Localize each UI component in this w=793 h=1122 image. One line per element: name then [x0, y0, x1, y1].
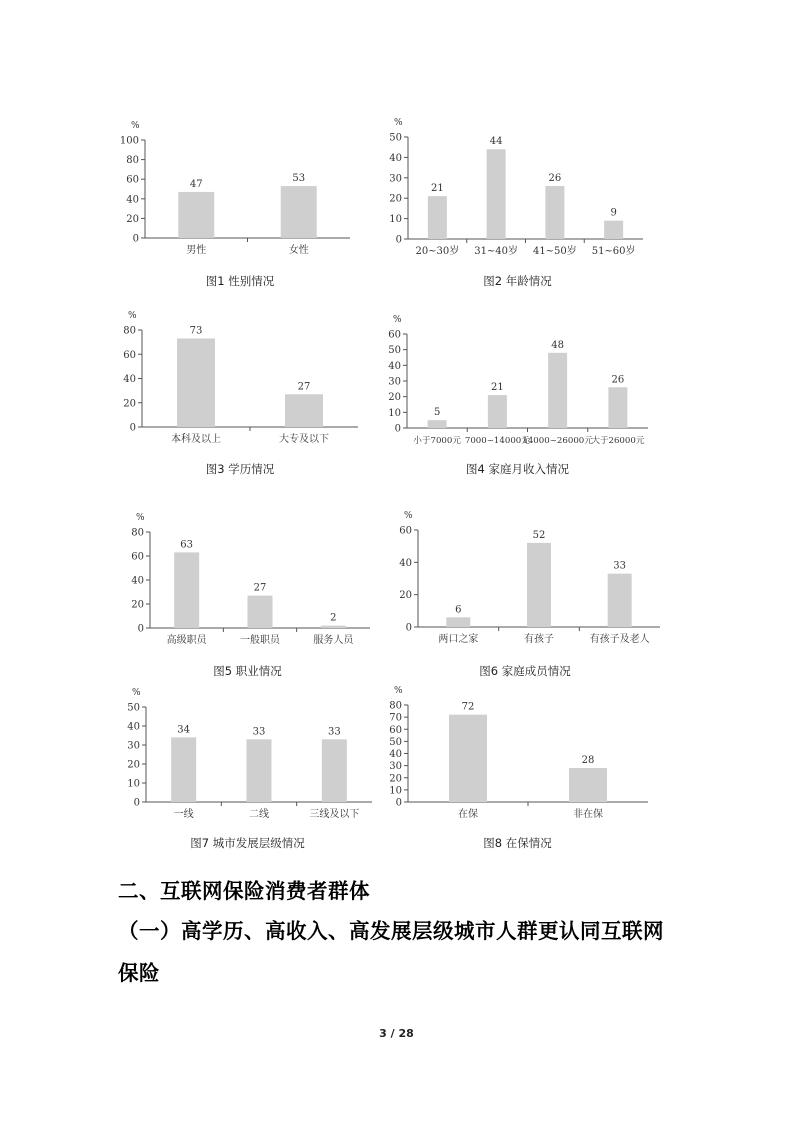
y-unit-label: % [131, 121, 140, 131]
chart-8 [385, 680, 650, 860]
bar [177, 338, 215, 427]
section-heading: 二、互联网保险消费者群体 [118, 879, 370, 903]
chart-4-svg [385, 305, 650, 446]
chart-5 [120, 510, 375, 690]
y-tick-label: 60 [389, 724, 402, 736]
bar [321, 626, 346, 628]
chart-5-svg [120, 510, 375, 646]
y-tick-label: 40 [388, 360, 401, 372]
category-label: 二线 [249, 809, 269, 820]
y-tick-label: 10 [127, 778, 140, 790]
chart-3-caption: 图3 学历情况 [205, 462, 275, 476]
y-tick-label: 30 [389, 173, 402, 185]
data-label: 2 [330, 612, 337, 624]
bar [285, 394, 323, 427]
y-tick-label: 60 [131, 551, 144, 563]
chart-4 [385, 305, 650, 485]
bar [548, 353, 567, 428]
y-unit-label: % [394, 118, 403, 128]
category-label: 31~40岁 [474, 246, 519, 257]
chart-6-svg [385, 510, 665, 645]
y-unit-label: % [132, 688, 141, 698]
category-label: 女性 [288, 245, 309, 256]
y-unit-label: % [394, 686, 403, 696]
category-label: 三线及以下 [309, 809, 360, 820]
bar [604, 221, 623, 239]
y-tick-label: 80 [123, 325, 136, 337]
y-tick-label: 0 [129, 422, 136, 434]
y-tick-label: 50 [389, 736, 402, 748]
data-label: 63 [180, 539, 194, 551]
y-tick-label: 0 [137, 623, 144, 635]
y-tick-label: 50 [389, 132, 402, 144]
y-tick-label: 40 [399, 557, 412, 569]
category-label: 7000~14000元 [464, 436, 530, 446]
y-tick-label: 0 [395, 797, 402, 809]
chart-2-svg [385, 115, 650, 257]
data-label: 48 [551, 339, 564, 351]
y-unit-label: % [128, 311, 137, 321]
chart-7-svg [120, 680, 375, 820]
category-label: 小于7000元 [413, 436, 461, 446]
page-number: 3 / 28 [379, 1027, 414, 1040]
data-label: 28 [581, 755, 595, 767]
data-label: 5 [433, 407, 441, 419]
chart-2-caption: 图2 年龄情况 [483, 274, 552, 288]
bar [322, 739, 347, 802]
bar [171, 737, 196, 802]
y-unit-label: % [136, 513, 145, 523]
y-tick-label: 10 [388, 407, 401, 419]
category-label: 大专及以下 [279, 434, 329, 445]
y-tick-label: 0 [394, 423, 401, 435]
chart-2 [385, 115, 650, 295]
category-label: 本科及以上 [171, 434, 221, 445]
y-tick-label: 80 [389, 700, 402, 712]
category-label: 有孩子 [524, 634, 554, 645]
bar [488, 395, 507, 428]
category-label: 14000~26000元 [522, 436, 593, 446]
chart-1 [120, 115, 360, 295]
data-label: 26 [611, 374, 625, 386]
subheading-line-1: （一）高学历、高收入、高发展层级城市人群更认同互联网 [118, 919, 664, 943]
y-tick-label: 20 [389, 193, 402, 205]
category-label: 男性 [186, 245, 207, 256]
category-label: 两口之家 [438, 634, 479, 645]
y-tick-label: 60 [123, 349, 136, 361]
y-tick-label: 0 [132, 233, 139, 245]
category-label: 大于26000元 [591, 436, 645, 446]
y-tick-label: 0 [395, 234, 402, 246]
category-label: 41~50岁 [532, 246, 577, 257]
y-tick-label: 20 [131, 599, 144, 611]
bar [569, 768, 607, 802]
category-label: 51~60岁 [591, 246, 636, 257]
category-label: 高级职员 [166, 635, 207, 646]
bar [449, 715, 487, 802]
y-tick-label: 60 [126, 174, 139, 186]
y-tick-label: 40 [126, 194, 139, 206]
bar [608, 574, 632, 627]
data-label: 47 [189, 178, 203, 190]
data-label: 6 [455, 604, 462, 616]
category-label: 有孩子及老人 [589, 634, 650, 645]
data-label: 27 [297, 381, 311, 393]
subheading-line-2: 保险 [118, 961, 160, 985]
y-tick-label: 70 [389, 712, 402, 724]
data-label: 9 [610, 207, 617, 219]
y-tick-label: 30 [127, 740, 140, 752]
y-tick-label: 80 [131, 527, 144, 539]
y-unit-label: % [404, 511, 413, 521]
data-label: 33 [613, 560, 627, 572]
y-tick-label: 20 [389, 773, 402, 785]
chart-6 [385, 510, 665, 690]
chart-5-caption: 图5 职业情况 [213, 664, 282, 678]
data-label: 26 [548, 172, 562, 184]
bar [281, 186, 317, 238]
bar [248, 596, 273, 628]
category-label: 在保 [458, 809, 478, 820]
y-tick-label: 10 [389, 785, 402, 797]
chart-1-svg [119, 115, 360, 256]
y-tick-label: 40 [127, 721, 140, 733]
y-tick-label: 60 [388, 329, 401, 341]
category-label: 一般职员 [240, 635, 280, 646]
bar [527, 543, 551, 627]
chart-3 [120, 305, 360, 485]
bar [428, 196, 447, 239]
y-tick-label: 40 [123, 374, 136, 385]
y-tick-label: 10 [389, 214, 402, 226]
y-tick-label: 20 [127, 759, 140, 771]
category-label: 20~30岁 [415, 246, 460, 257]
data-label: 52 [532, 529, 546, 541]
bar [446, 617, 470, 627]
chart-6-caption: 图6 家庭成员情况 [479, 664, 571, 678]
data-label: 33 [252, 726, 266, 738]
data-label: 53 [292, 173, 306, 185]
data-label: 21 [431, 183, 444, 195]
y-tick-label: 40 [389, 152, 402, 164]
bar [247, 739, 272, 802]
chart-1-caption: 图1 性别情况 [205, 274, 275, 288]
y-tick-label: 20 [126, 213, 139, 225]
y-tick-label: 30 [388, 376, 401, 388]
y-tick-label: 20 [123, 398, 136, 410]
data-label: 44 [489, 136, 503, 148]
y-tick-label: 60 [399, 525, 412, 537]
category-label: 一线 [173, 809, 194, 820]
data-label: 73 [189, 325, 203, 337]
chart-7-caption: 图7 城市发展层级情况 [190, 836, 305, 850]
y-tick-label: 40 [131, 575, 144, 587]
bar [178, 192, 214, 238]
bar [174, 552, 199, 628]
bar [487, 149, 506, 239]
chart-8-caption: 图8 在保情况 [483, 836, 552, 850]
y-tick-label: 0 [133, 797, 140, 809]
bar [545, 186, 564, 239]
y-tick-label: 0 [405, 622, 412, 634]
chart-8-svg [385, 680, 650, 820]
chart-3-svg [120, 305, 360, 445]
y-tick-label: 30 [389, 761, 402, 773]
data-label: 27 [253, 582, 267, 594]
data-label: 33 [327, 726, 341, 738]
y-tick-label: 20 [399, 590, 412, 602]
bar [608, 387, 627, 428]
y-tick-label: 20 [388, 392, 401, 404]
y-tick-label: 50 [127, 702, 140, 714]
category-label: 服务人员 [313, 635, 354, 646]
y-tick-label: 50 [388, 345, 401, 357]
data-label: 34 [177, 724, 191, 736]
chart-7 [120, 680, 375, 860]
y-tick-label: 40 [389, 749, 402, 760]
chart-4-caption: 图4 家庭月收入情况 [466, 462, 569, 476]
data-label: 21 [491, 382, 504, 394]
y-tick-label: 80 [126, 155, 139, 167]
bar [428, 420, 447, 428]
y-unit-label: % [393, 315, 402, 325]
category-label: 非在保 [573, 809, 603, 820]
y-tick-label: 100 [119, 135, 139, 147]
data-label: 72 [461, 701, 475, 713]
